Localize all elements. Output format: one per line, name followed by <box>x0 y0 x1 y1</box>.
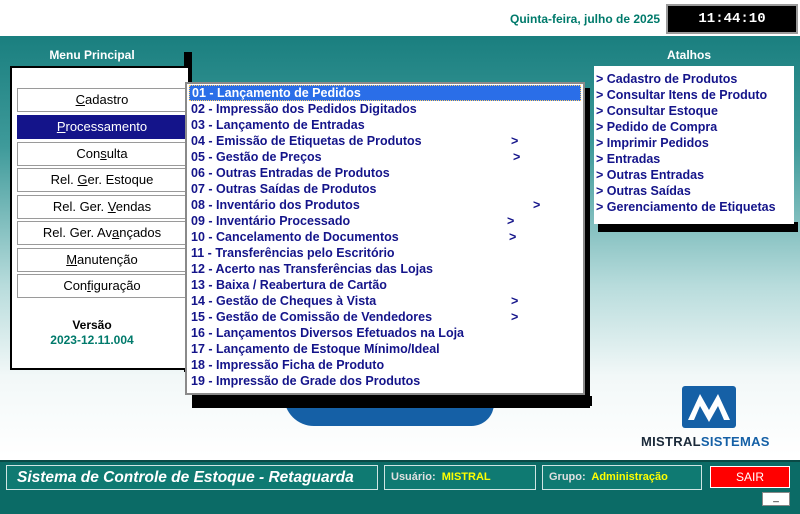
shortcut-cadastro-produtos[interactable]: > Cadastro de Produtos <box>596 72 738 86</box>
shortcut-consultar-itens[interactable]: > Consultar Itens de Produto <box>596 88 768 102</box>
menu-button-rel-estoque[interactable]: Rel. Ger. Estoque <box>17 168 187 192</box>
dropdown-item-13[interactable]: 13 - Baixa / Reabertura de Cartão <box>191 278 387 292</box>
submenu-arrow-icon: > <box>511 310 519 324</box>
processamento-dropdown <box>185 82 585 395</box>
submenu-arrow-icon: > <box>511 134 519 148</box>
dropdown-item-02[interactable]: 02 - Impressão dos Pedidos Digitados <box>191 102 417 116</box>
submenu-arrow-icon: > <box>509 230 517 244</box>
dropdown-item-15[interactable]: 15 - Gestão de Comissão de Vendedores > <box>191 310 519 324</box>
dropdown-item-19[interactable]: 19 - Impressão de Grade dos Produtos <box>191 374 421 388</box>
top-bar <box>0 0 800 36</box>
submenu-arrow-icon: > <box>507 214 515 228</box>
shortcut-imprimir-pedidos[interactable]: > Imprimir Pedidos <box>596 136 709 150</box>
system-title: Sistema de Controle de Estoque - Retaguarda <box>6 465 378 490</box>
submenu-arrow-icon: > <box>513 150 521 164</box>
user-value: MISTRAL <box>441 471 491 483</box>
menu-button-processamento[interactable]: Processamento <box>17 115 187 139</box>
menu-button-consulta[interactable]: Consulta <box>17 142 187 166</box>
shortcut-consultar-estoque[interactable]: > Consultar Estoque <box>596 104 718 118</box>
dropdown-item-05[interactable]: 05 - Gestão de Preços > <box>191 150 521 164</box>
dropdown-item-17[interactable]: 17 - Lançamento de Estoque Mínimo/Ideal <box>191 342 440 356</box>
date-label: Quinta-feira, julho de 2025 <box>510 12 661 26</box>
dropdown-item-18[interactable]: 18 - Impressão Ficha de Produto <box>191 358 385 372</box>
dropdown-item-10[interactable]: 10 - Cancelamento de Documentos > <box>191 230 517 244</box>
dropdown-item-08[interactable]: 08 - Inventário dos Produtos > <box>191 198 541 212</box>
user-info: Usuário: MISTRAL <box>384 465 536 490</box>
dropdown-item-12[interactable]: 12 - Acerto nas Transferências das Lojas <box>191 262 434 276</box>
main-menu-panel <box>10 66 188 370</box>
minimize-button[interactable]: _ <box>762 492 790 506</box>
dropdown-item-07[interactable]: 07 - Outras Saídas de Produtos <box>191 182 377 196</box>
version-label: Versão <box>72 318 112 332</box>
clock-display: 11:44:10 <box>666 4 798 34</box>
shortcut-pedido-compra[interactable]: > Pedido de Compra <box>596 120 718 134</box>
dropdown-item-16[interactable]: 16 - Lançamentos Diversos Efetuados na Loja <box>191 326 464 340</box>
dropdown-item-09[interactable]: 09 - Inventário Processado > <box>191 214 515 228</box>
group-value: Administração <box>591 471 668 483</box>
shortcut-outras-entradas[interactable]: > Outras Entradas <box>596 168 705 182</box>
brand-name: MISTRALSISTEMAS <box>641 434 770 449</box>
dropdown-item-11[interactable]: 11 - Transferências pelo Escritório <box>191 246 395 260</box>
dropdown-item-14[interactable]: 14 - Gestão de Cheques à Vista > <box>191 294 519 308</box>
exit-button[interactable]: SAIR <box>710 466 790 488</box>
shortcut-entradas[interactable]: > Entradas <box>596 152 661 166</box>
dropdown-item-03[interactable]: 03 - Lançamento de Entradas <box>191 118 365 132</box>
menu-button-rel-avancados[interactable]: Rel. Ger. Avançados <box>17 221 187 245</box>
group-info: Grupo: Administração <box>542 465 702 490</box>
shortcuts-panel <box>594 66 794 224</box>
shortcut-gerenciamento-etiquetas[interactable]: > Gerenciamento de Etiquetas <box>596 200 776 214</box>
submenu-arrow-icon: > <box>511 294 519 308</box>
status-bar <box>0 460 800 514</box>
menu-button-cadastro[interactable]: Cadastro <box>17 88 187 112</box>
dropdown-item-01[interactable]: 01 - Lançamento de Pedidos <box>189 85 581 101</box>
submenu-arrow-icon: > <box>533 198 541 212</box>
menu-button-manutencao[interactable]: Manutenção <box>17 248 187 272</box>
shortcut-outras-saidas[interactable]: > Outras Saídas <box>596 184 691 198</box>
shortcuts-title: Atalhos <box>666 48 711 62</box>
dropdown-item-04[interactable]: 04 - Emissão de Etiquetas de Produtos > <box>191 134 519 148</box>
dropdown-item-06[interactable]: 06 - Outras Entradas de Produtos <box>191 166 390 180</box>
mistral-logo-icon <box>682 386 736 428</box>
menu-button-rel-vendas[interactable]: Rel. Ger. Vendas <box>17 195 187 219</box>
main-menu-title: Menu Principal <box>49 48 135 62</box>
version-value: 2023-12.11.004 <box>50 333 134 347</box>
menu-button-configuracao[interactable]: Configuração <box>17 274 187 298</box>
